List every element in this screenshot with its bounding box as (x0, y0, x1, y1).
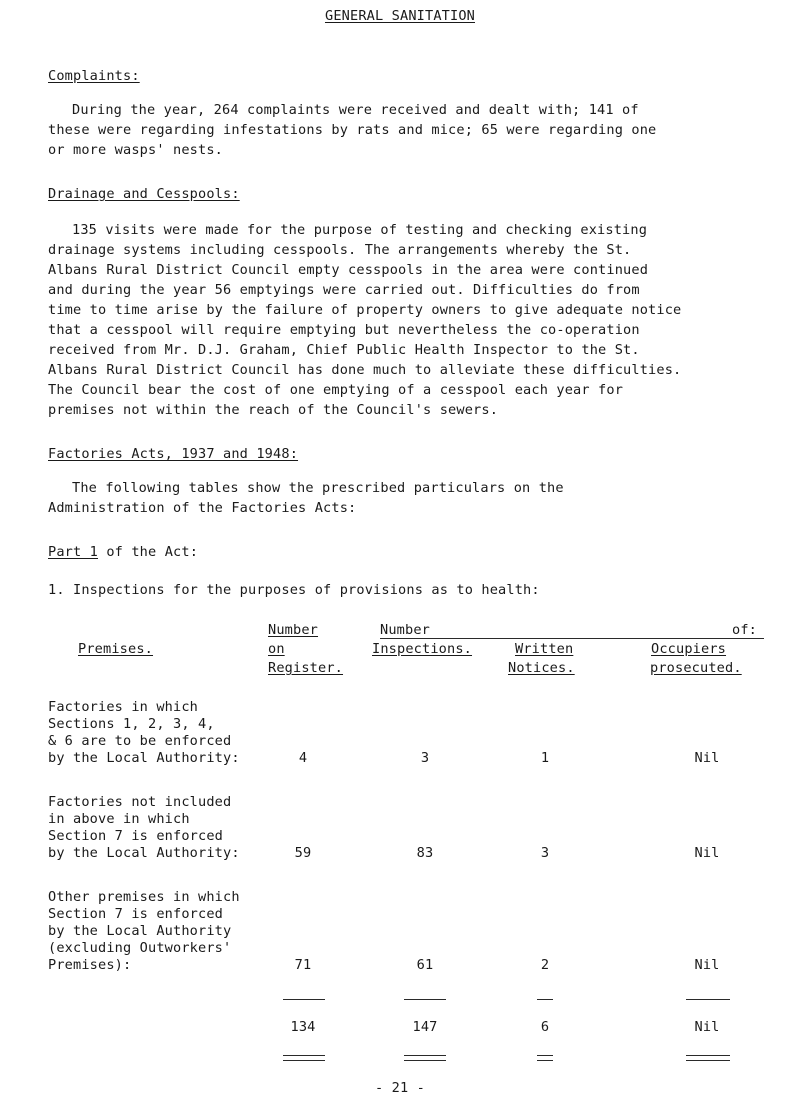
part-heading (48, 544, 198, 560)
cell-inspections: 3 (420, 750, 430, 766)
total-double-rule (686, 1055, 730, 1056)
cell-notices: 2 (540, 957, 550, 973)
cell-prosecuted: Nil (694, 845, 720, 861)
cell-register: 4 (298, 750, 308, 766)
paragraph-line: premises not within the reach of the Council's sewers. (48, 402, 499, 418)
paragraph-line: and during the year 56 emptyings were carried out. Difficulties do from (48, 282, 640, 298)
header-number-register-2: on (268, 641, 285, 657)
row-label-line: by the Local Authority (48, 923, 232, 939)
paragraph-line: time to time arise by the failure of property owners to give adequate notice (48, 302, 682, 318)
row-label-line: in above in which (48, 811, 190, 827)
header-of: of: (732, 622, 758, 638)
paragraph-line: Albans Rural District Council has done much to alleviate these difficulties. (48, 362, 682, 378)
paragraph-line: that a cesspool will require emptying but nevertheless the co-operation (48, 322, 640, 338)
cell-prosecuted: Nil (694, 957, 720, 973)
paragraph-line: or more wasps' nests. (48, 142, 224, 158)
row-label-line: Factories in which (48, 699, 199, 715)
cell-register: 59 (294, 845, 312, 861)
complaints-paragraph (48, 100, 788, 160)
item-title: 1. Inspections for the purposes of provisions as to health: (48, 582, 540, 598)
table-row-label (48, 889, 240, 974)
header-inspections: Inspections. (372, 641, 473, 657)
page-number: - 21 - (374, 1080, 425, 1096)
paragraph-line: received from Mr. D.J. Graham, Chief Public Health Inspector to the St. (48, 342, 640, 358)
total-double-rule (537, 1060, 553, 1061)
header-number-of: Number (380, 622, 431, 638)
total-notices: 6 (540, 1019, 550, 1035)
subtotal-rule (686, 999, 730, 1000)
drainage-heading: Drainage and Cesspools: (48, 186, 240, 202)
complaints-heading: Complaints: (48, 68, 140, 84)
total-prosecuted: Nil (694, 1019, 720, 1035)
total-double-rule (686, 1060, 730, 1061)
row-label-line: Factories not included (48, 794, 232, 810)
total-double-rule (283, 1055, 325, 1056)
cell-inspections: 61 (416, 957, 434, 973)
total-register: 134 (290, 1019, 316, 1035)
paragraph-line: Administration of the Factories Acts: (48, 500, 357, 516)
factories-intro (48, 478, 788, 518)
row-label-line: by the Local Authority: (48, 845, 240, 861)
part-suffix: of the Act: (98, 544, 199, 560)
header-premises: Premises. (78, 641, 154, 657)
total-double-rule (283, 1060, 325, 1061)
drainage-paragraph (48, 220, 788, 420)
subtotal-rule (404, 999, 446, 1000)
row-label-line: Sections 1, 2, 3, 4, (48, 716, 215, 732)
total-double-rule (404, 1060, 446, 1061)
part-label: Part 1 (48, 544, 99, 560)
cell-inspections: 83 (416, 845, 434, 861)
header-occupiers: Occupiers (651, 641, 727, 657)
header-prosecuted: prosecuted. (650, 660, 742, 676)
total-inspections: 147 (412, 1019, 438, 1035)
header-number-register-3: Register. (268, 660, 344, 676)
row-label-line: Other premises in which (48, 889, 240, 905)
cell-register: 71 (294, 957, 312, 973)
paragraph-line: The Council bear the cost of one emptying of a cesspool each year for (48, 382, 624, 398)
total-double-rule (404, 1055, 446, 1056)
header-span-underline (380, 638, 764, 639)
factories-heading: Factories Acts, 1937 and 1948: (48, 446, 299, 462)
row-label-line: (excluding Outworkers' (48, 940, 232, 956)
row-label-line: by the Local Authority: (48, 750, 240, 766)
header-written: Written (515, 641, 574, 657)
header-number-register-1: Number (268, 622, 319, 638)
header-notices: Notices. (508, 660, 575, 676)
paragraph-line: Albans Rural District Council empty cesspools in the area were continued (48, 262, 649, 278)
cell-prosecuted: Nil (694, 750, 720, 766)
total-double-rule (537, 1055, 553, 1056)
cell-notices: 1 (540, 750, 550, 766)
subtotal-rule (283, 999, 325, 1000)
subtotal-rule (537, 999, 553, 1000)
table-row-label (48, 794, 240, 862)
paragraph-line: During the year, 264 complaints were received and dealt with; 141 of (72, 102, 639, 118)
cell-notices: 3 (540, 845, 550, 861)
paragraph-line: drainage systems including cesspools. The arrangements whereby the St. (48, 242, 632, 258)
row-label-line: Premises): (48, 957, 132, 973)
row-label-line: Section 7 is enforced (48, 906, 224, 922)
row-label-line: & 6 are to be enforced (48, 733, 232, 749)
page-heading: GENERAL SANITATION (324, 8, 475, 24)
table-row-label (48, 699, 240, 767)
paragraph-line: these were regarding infestations by rats and mice; 65 were regarding one (48, 122, 657, 138)
paragraph-line: 135 visits were made for the purpose of testing and checking existing (72, 222, 648, 238)
row-label-line: Section 7 is enforced (48, 828, 224, 844)
paragraph-line: The following tables show the prescribed particulars on the (72, 480, 564, 496)
